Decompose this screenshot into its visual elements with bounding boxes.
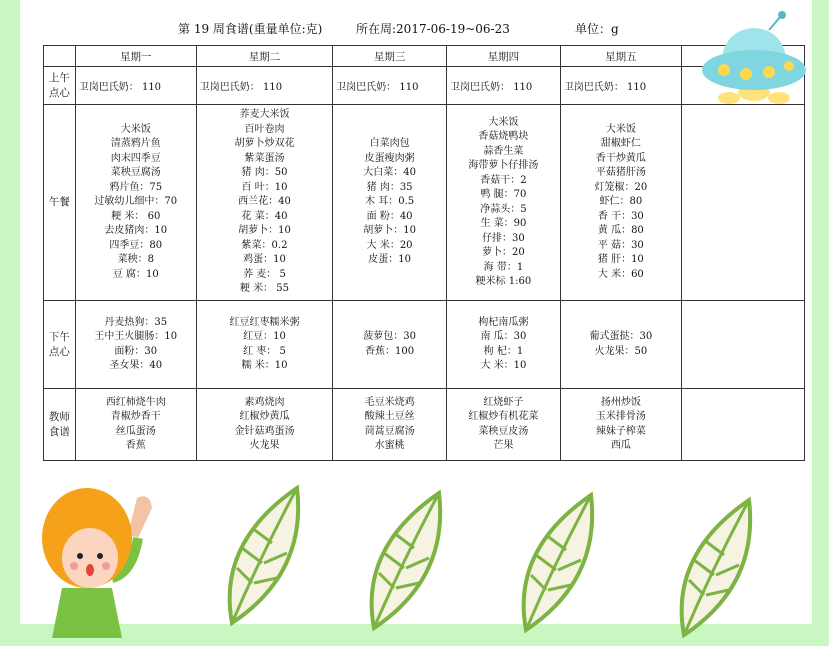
menu-item: 粳 米： 55 [239,283,290,295]
menu-item: 丝瓜蛋汤 [115,425,156,437]
leaf-illustration [516,490,596,640]
menu-item: 大 米：10 [480,360,527,371]
menu-item: 西红柿烧牛肉 [105,396,166,408]
menu-item: 木 耳：0.5 [365,196,415,208]
menu-item: 胡萝卜：10 [363,225,416,237]
menu-item: 花 菜：40 [241,210,288,222]
meal-row [44,301,805,389]
menu-item: 肉末四季豆 [110,152,161,164]
menu-cell [333,301,447,389]
menu-cell [196,67,332,105]
menu-item: 大米饭 [120,123,151,135]
menu-item: 卫岗巴氏奶： 110 [450,82,533,93]
menu-item: 火龙果：50 [594,345,648,357]
meal-label: 上午点心 [44,67,76,105]
menu-item: 扬州炒饭 [600,396,641,408]
menu-item: 胡萝卜：10 [238,225,291,237]
meal-label: 教师食谱 [44,389,76,461]
meal-row [44,105,805,301]
menu-item: 大米饭 [605,123,636,135]
menu-item: 枸杞南瓜粥 [478,316,529,328]
menu-item: 鸦片鱼：75 [109,181,163,193]
menu-item: 净蒜头：5 [480,203,527,215]
menu-cell [75,105,196,301]
menu-item: 菜秧豆腐汤 [110,167,161,179]
menu-item: 芒果 [493,440,514,451]
menu-item: 卫岗巴氏奶： 110 [336,82,419,93]
day-header: 星期五 [560,46,681,67]
menu-item: 海带萝卜仔排汤 [468,160,539,171]
menu-cell [333,389,447,461]
leaf-illustration [674,495,754,645]
menu-item: 皮蛋瘦肉粥 [364,152,415,164]
menu-item: 蒜香生菜 [483,145,524,157]
day-header: 星期一 [75,46,196,67]
menu-item: 枸 杞：1 [483,345,524,357]
menu-item: 红豆红枣糯米粥 [229,316,300,328]
menu-item: 火龙果 [249,440,280,451]
empty-cell [681,301,804,389]
menu-item: 大 米：60 [597,268,644,280]
menu-item: 西瓜 [610,440,631,451]
menu-item: 香干炒黄瓜 [595,152,646,164]
menu-item: 平菇猪肝汤 [595,167,646,179]
menu-item: 荞麦大米饭 [239,109,290,121]
leaf-illustration [222,483,302,633]
menu-cell [447,389,561,461]
menu-item: 紫菜蛋汤 [244,152,285,164]
menu-cell [447,301,561,389]
day-header: 星期四 [447,46,561,67]
menu-item: 茼蒿豆腐汤 [364,425,415,437]
menu-cell [333,67,447,105]
day-header-row [44,46,805,67]
menu-cell [333,105,447,301]
menu-item: 大米饭 [488,116,519,128]
menu-item: 豆 腐：10 [112,268,159,280]
menu-item: 毛豆米烧鸡 [364,396,415,408]
menu-item: 红椒炒黄瓜 [239,411,290,422]
menu-item: 粳米标 1:60 [475,276,532,287]
menu-item: 海 带：1 [483,261,524,273]
menu-item: 红 枣： 5 [243,345,286,357]
menu-item: 糯 米：10 [241,360,288,371]
menu-item: 紫菜：0.2 [241,239,288,251]
menu-cell [75,67,196,105]
menu-item: 红椒炒有机花菜 [468,411,539,422]
menu-item: 水蜜桃 [374,440,405,451]
menu-item: 清蒸鸦片鱼 [110,138,161,150]
menu-item: 酸辣土豆丝 [364,411,415,422]
menu-item: 卫岗巴氏奶： 110 [563,82,647,93]
menu-cell [196,301,332,389]
meal-row [44,67,805,105]
menu-item: 辣妹子榨菜 [595,425,646,437]
menu-item: 王中王火腿肠：10 [94,331,178,342]
menu-table [43,45,805,461]
meal-label: 下午点心 [44,301,76,389]
menu-item: 荞 麦： 5 [243,268,286,280]
menu-item: 卫岗巴氏奶： 110 [199,82,283,93]
menu-item: 猪 肉：35 [366,181,413,193]
menu-item: 葡式蛋挞：30 [589,331,653,342]
menu-item: 百 叶：10 [241,181,288,193]
menu-item: 圣女果：40 [109,360,163,371]
menu-item: 红豆：10 [243,331,286,342]
corner-cell [44,46,76,67]
menu-item: 红烧虾子 [483,396,524,408]
menu-cell [447,67,561,105]
menu-item: 香蕉 [125,440,146,451]
day-header: 星期三 [333,46,447,67]
menu-item: 四季豆：80 [109,239,163,251]
empty-cell [681,105,804,301]
menu-item: 过敏幼儿细中：70 [94,196,178,208]
menu-item: 南 瓜：30 [480,331,527,342]
menu-item: 金针菇鸡蛋汤 [234,425,295,437]
menu-item: 素鸡烧肉 [244,396,285,408]
menu-item: 鸡蛋：10 [243,254,286,266]
menu-item: 仔排：30 [482,232,525,244]
unit-label: 单位：g [575,22,619,36]
meal-label: 午餐 [44,105,76,301]
menu-item: 玉米排骨汤 [595,411,646,422]
menu-item: 灯笼椒：20 [594,181,648,193]
menu-item: 猪 肝：10 [597,254,644,266]
menu-title: 第 19 周食谱(重量单位:克) [178,22,323,36]
menu-cell [560,67,681,105]
menu-cell [447,105,561,301]
ufo-illustration [699,10,809,120]
menu-cell [75,389,196,461]
menu-item: 大 米：20 [366,239,413,251]
week-range: 所在周:2017-06-19~06-23 [356,22,510,36]
menu-item: 皮蛋：10 [368,254,411,266]
menu-item: 卫岗巴氏奶： 110 [78,82,162,93]
meal-row [44,389,805,461]
menu-cell [196,389,332,461]
menu-item: 香 干：30 [597,210,644,222]
menu-cell [560,389,681,461]
menu-item: 萝卜：20 [482,247,525,258]
menu-item: 丹麦热狗：35 [104,316,168,328]
menu-item: 白菜肉包 [369,138,410,150]
menu-item: 平 菇：30 [597,239,644,251]
menu-item: 猪 肉：50 [241,167,288,179]
menu-item: 生 菜：90 [480,218,527,229]
menu-item: 面 粉：40 [366,210,413,222]
menu-item: 西兰花：40 [238,196,291,208]
leaf-illustration [364,488,444,638]
menu-cell [560,105,681,301]
menu-item: 大白菜：40 [363,167,416,179]
menu-item: 黄 瓜：80 [597,225,644,237]
girl-illustration [42,478,172,638]
menu-item: 面粉：30 [114,345,158,357]
menu-cell [196,105,332,301]
menu-item: 虾仁：80 [599,196,643,208]
menu-item: 鸭 腿：70 [480,189,527,200]
menu-item: 百叶卷肉 [244,123,285,135]
day-header: 星期二 [196,46,332,67]
menu-item: 香菇干：2 [480,174,527,186]
menu-item: 青椒炒香干 [110,411,161,422]
menu-item: 胡萝卜炒双花 [234,138,295,150]
menu-item: 去皮猪肉：10 [104,225,168,237]
menu-item: 粳 米： 60 [111,210,161,222]
menu-item: 菜秧：8 [117,254,154,266]
menu-cell [560,301,681,389]
menu-item: 甜椒虾仁 [600,138,641,150]
empty-cell [681,389,804,461]
menu-item: 香菇烧鸭块 [478,131,529,142]
menu-item: 香蕉：100 [365,345,415,357]
menu-item: 菠萝包：30 [363,331,416,342]
menu-item: 菜秧豆皮汤 [478,425,529,437]
menu-cell [75,301,196,389]
